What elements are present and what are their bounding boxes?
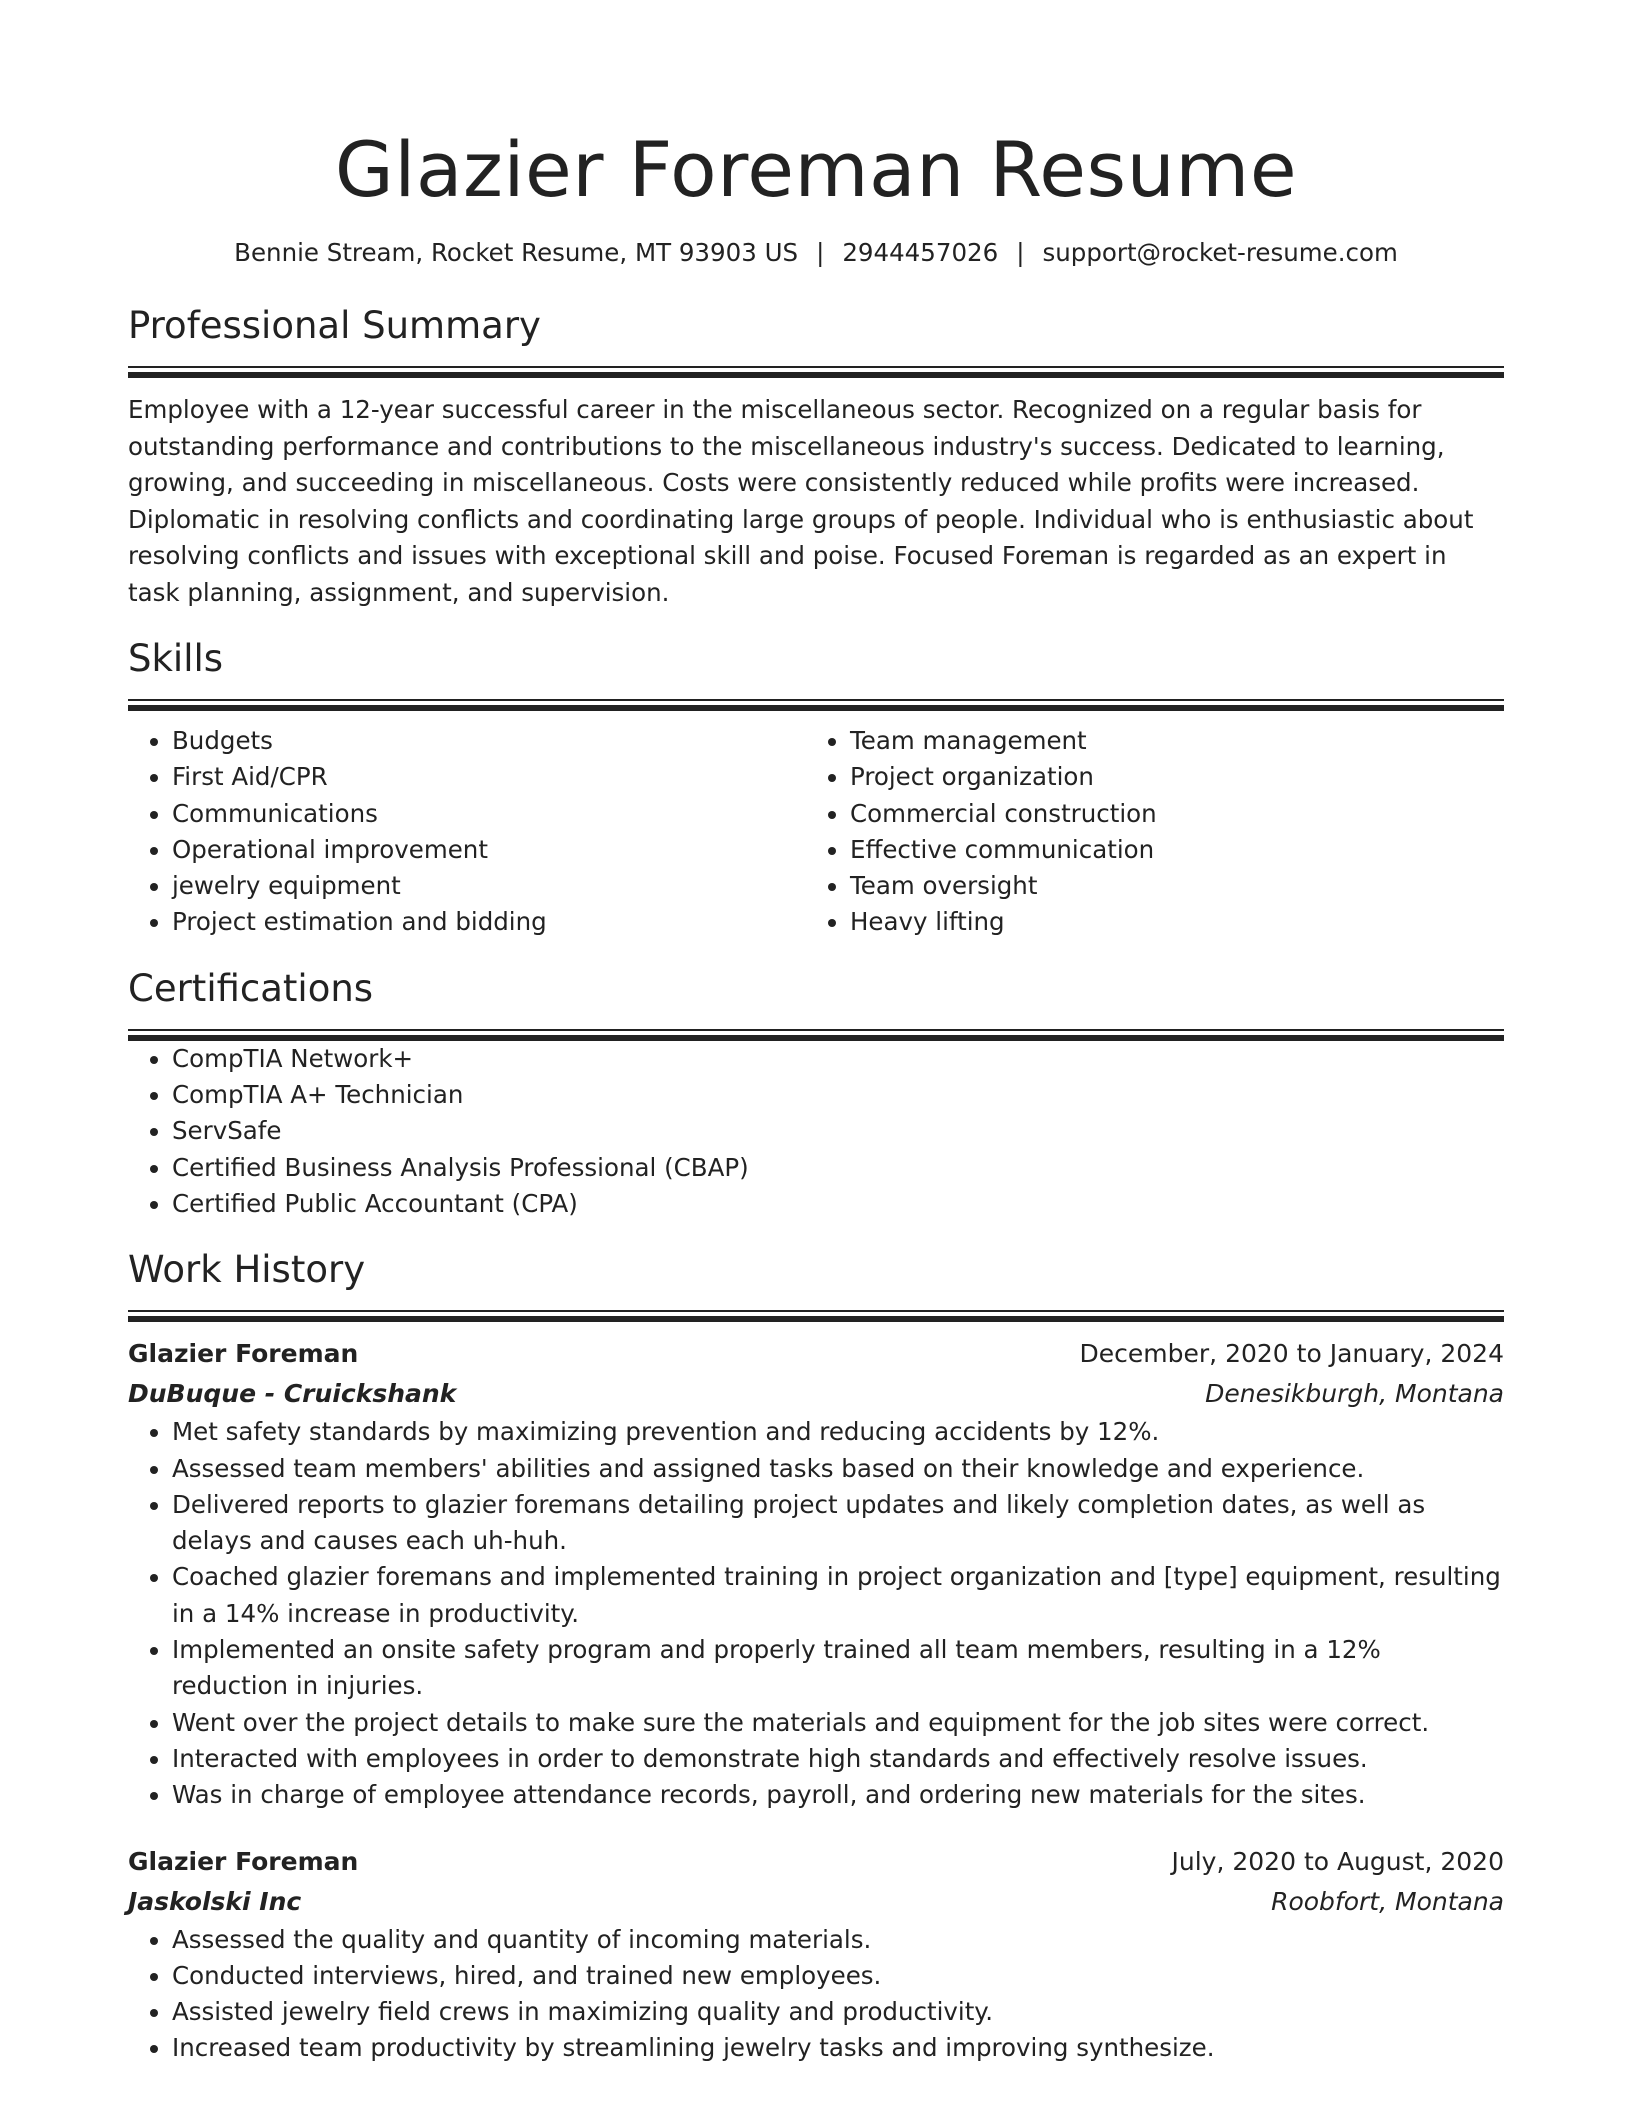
skill-item: • Heavy lifting: [850, 904, 1484, 940]
certifications-list: [128, 1041, 1504, 1222]
skills-column-left: [128, 723, 806, 941]
certification-item: • CompTIA Network+: [172, 1041, 1504, 1077]
job-duty: • Assessed the quality and quantity of incoming materials.: [172, 1922, 1504, 1958]
job-duty: • Interacted with employees in order to demonstrate high standards and effectively resolve issues.: [172, 1741, 1504, 1777]
job-duties-list: [128, 1922, 1504, 2067]
job-dates: December, 2020 to January, 2024: [1079, 1339, 1504, 1369]
job-title: Glazier Foreman: [128, 1339, 359, 1369]
skills-column-right: [806, 723, 1484, 941]
certification-item: • CompTIA A+ Technician: [172, 1077, 1504, 1113]
section-divider: [128, 366, 1504, 378]
contact-separator: |: [816, 238, 825, 267]
section-heading-summary: Professional Summary: [128, 304, 541, 347]
job-company: DuBuque - Cruickshank: [128, 1379, 457, 1409]
skill-item: • jewelry equipment: [172, 868, 806, 904]
certification-item: • ServSafe: [172, 1113, 1504, 1149]
job-subheader: [128, 1374, 1504, 1414]
job-header: [128, 1842, 1504, 1882]
job-duty: • Increased team productivity by streamlining jewelry tasks and improving synthesize.: [172, 2030, 1504, 2066]
section-divider: [128, 699, 1504, 711]
skill-item: • Effective communication: [850, 832, 1484, 868]
contact-email: support@rocket-resume.com: [1042, 238, 1398, 267]
skills-list-right: [806, 723, 1484, 941]
skill-item: • Team oversight: [850, 868, 1484, 904]
job-duty: • Assisted jewelry field crews in maximizing quality and productivity.: [172, 1994, 1504, 2030]
summary-section: [128, 300, 1504, 611]
skill-item: • Project estimation and bidding: [172, 904, 806, 940]
job-duty: • Was in charge of employee attendance records, payroll, and ordering new materials for the sites.: [172, 1777, 1504, 1813]
summary-text: Employee with a 12-year successful career in the miscellaneous sector. Recognized on a regular basis for outstanding performance and contributions to the miscellaneous industry's success. Dedicated to learning, growing, and succeeding in miscellaneous. Costs were consistently reduced while profits were increased. Diplomatic in resolving conflicts and coordinating large groups of people. Individual who is enthusiastic about resolving conflicts and issues with exceptional skill and poise. Focused Foreman is regarded as an expert in task planning, assignment, and supervision.: [128, 395, 1474, 607]
skill-item: • Communications: [172, 796, 806, 832]
job-duty: • Met safety standards by maximizing prevention and reducing accidents by 12%.: [172, 1414, 1504, 1450]
section-heading-skills: Skills: [128, 637, 224, 680]
job-duty: • Coached glazier foremans and implemented training in project organization and [type] equipment, resulting in a 14% increase in productivity.: [172, 1559, 1504, 1632]
job-entry: [128, 1842, 1504, 2067]
contact-address: Bennie Stream, Rocket Resume, MT 93903 US: [234, 238, 799, 267]
job-duty: • Conducted interviews, hired, and trained new employees.: [172, 1958, 1504, 1994]
contact-phone: 2944457026: [842, 238, 999, 267]
certifications-section: [128, 963, 1504, 1222]
job-location: Roobfort, Montana: [1271, 1886, 1504, 1916]
job-location: Denesikburgh, Montana: [1205, 1379, 1504, 1409]
certification-item: • Certified Business Analysis Professional (CBAP): [172, 1150, 1504, 1186]
skill-item: • Team management: [850, 723, 1484, 759]
skills-section: [128, 633, 1504, 941]
job-duties-list: [128, 1414, 1504, 1813]
contact-line: [128, 236, 1504, 270]
section-divider: [128, 1029, 1504, 1041]
job-duty: • Assessed team members' abilities and assigned tasks based on their knowledge and experience.: [172, 1451, 1504, 1487]
job-duty: • Implemented an onsite safety program and properly trained all team members, resulting in a 12% reduction in injuries.: [172, 1632, 1504, 1705]
skill-item: • Commercial construction: [850, 796, 1484, 832]
section-divider: [128, 1310, 1504, 1322]
contact-separator: |: [1016, 238, 1025, 267]
skill-item: • Budgets: [172, 723, 806, 759]
work-history-section: [128, 1244, 1504, 2066]
job-subheader: [128, 1882, 1504, 1922]
job-duty: • Went over the project details to make sure the materials and equipment for the job sites were correct.: [172, 1705, 1504, 1741]
resume-title: Glazier Foreman Resume: [334, 125, 1298, 214]
job-header: [128, 1334, 1504, 1374]
skills-grid: [128, 723, 1504, 941]
job-company: Jaskolski Inc: [128, 1886, 302, 1916]
section-heading-certifications: Certifications: [128, 966, 374, 1010]
skill-item: • Operational improvement: [172, 832, 806, 868]
skill-item: • First Aid/CPR: [172, 759, 806, 795]
certification-item: • Certified Public Accountant (CPA): [172, 1186, 1504, 1222]
job-title: Glazier Foreman: [128, 1846, 359, 1876]
job-entry: [128, 1334, 1504, 1813]
skills-list-left: [128, 723, 806, 941]
section-heading-work-history: Work History: [128, 1248, 366, 1292]
job-dates: July, 2020 to August, 2020: [1171, 1846, 1504, 1876]
job-duty: • Delivered reports to glazier foremans detailing project updates and likely completion dates, as well as delays and causes each uh-huh.: [172, 1487, 1504, 1560]
skill-item: • Project organization: [850, 759, 1484, 795]
